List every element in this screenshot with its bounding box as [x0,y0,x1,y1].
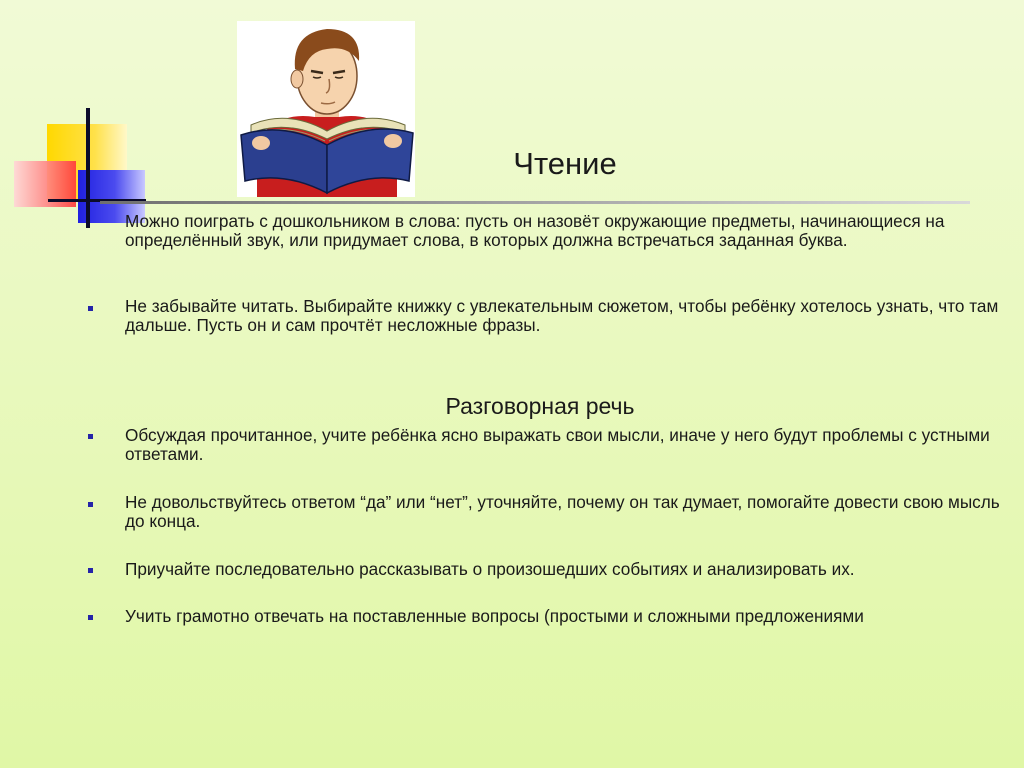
list-item: Не довольствуйтесь ответом “да” или “нет”, уточняйте, почему он так думает, помогайте довести свою мысль до конца. [125,492,1000,531]
boy-reading-book-illustration [237,21,415,197]
section-subtitle: Разговорная речь [445,393,635,419]
bullet-square-icon [88,502,93,507]
list-item: Не забывайте читать. Выбирайте книжку с увлекательным сюжетом, чтобы ребёнку хотелось узнать, что там дальше. Пусть он и сам прочтёт несложные фразы. [125,296,999,335]
list-item: Обсуждая прочитанное, учите ребёнка ясно выражать свои мысли, иначе у него будут проблемы с устными ответами. [125,425,990,464]
bullet-square-icon [88,434,93,439]
title-underline-rule [100,201,970,204]
bullet-square-icon [88,306,93,311]
list-item: Приучайте последовательно рассказывать о произошедших событиях и анализировать их. [125,559,855,579]
decor-vertical-line [86,108,90,228]
slide-title: Чтение [513,146,617,181]
list-item: Можно поиграть с дошкольником в слова: пусть он назовёт окружающие предметы, начинающиеся на определённый звук, или придумает слова, в которых должна встречаться заданная буква. [125,211,945,250]
bullet-square-icon [88,568,93,573]
list-item: Учить грамотно отвечать на поставленные вопросы (простыми и сложными предложениями [125,606,864,626]
bullet-square-icon [88,615,93,620]
boy-reading-icon [237,21,415,197]
